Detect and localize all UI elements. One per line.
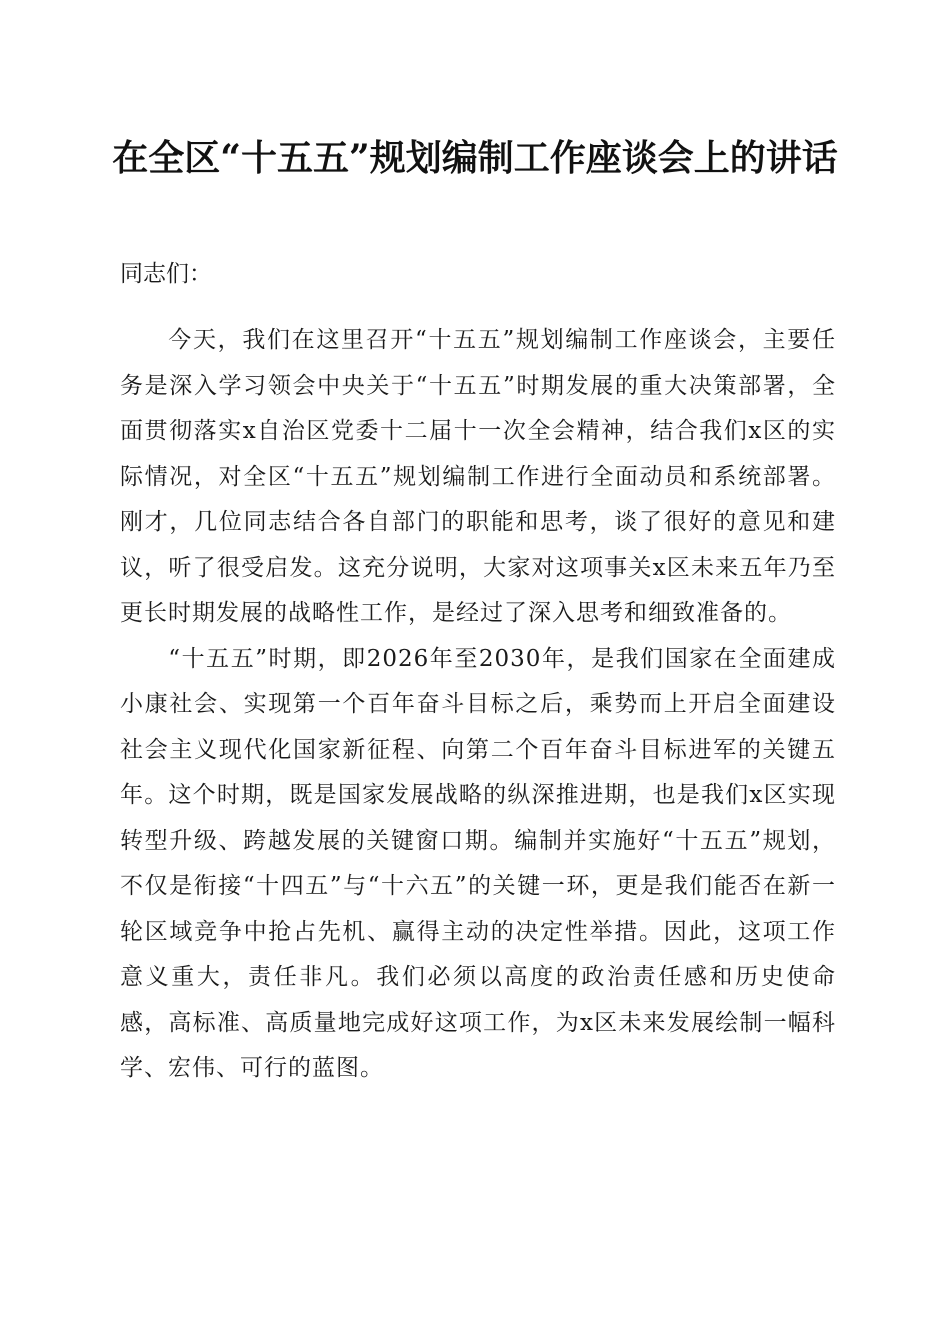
paragraph-2: “十五五”时期，即2026年至2030年，是我们国家在全面建成小康社会、实现第一个百年奋斗目标之后，乘势而上开启全面建设社会主义现代化国家新征程、向第二个百年奋斗目标进军的关键五年。这个时期，既是国家发展战略的纵深推进期，也是我们x区实现转型升级、跨越发展的关键窗口期。编制并实施好“十五五”规划，不仅是衔接“十四五”与“十六五”的关键一环，更是我们能否在新一轮区域竞争中抢占先机、赢得主动的决定性举措。因此，这项工作意义重大，责任非凡。我们必须以高度的政治责任感和历史使命感，高标准、高质量地完成好这项工作，为x区未来发展绘制一幅科学、宏伟、可行的蓝图。 bbox=[120, 645, 836, 1081]
document-body bbox=[120, 318, 836, 1092]
salutation: 同志们： bbox=[120, 261, 212, 287]
document-title: 在全区“十五五”规划编制工作座谈会上的讲话 bbox=[112, 137, 838, 179]
paragraph-1: 今天，我们在这里召开“十五五”规划编制工作座谈会，主要任务是深入学习领会中央关于“十五五”时期发展的重大决策部署，全面贯彻落实x自治区党委十二届十一次全会精神，结合我们x区的实际情况，对全区“十五五”规划编制工作进行全面动员和系统部署。刚才，几位同志结合各自部门的职能和思考，谈了很好的意见和建议，听了很受启发。这充分说明，大家对这项事关x区未来五年乃至更长时期发展的战略性工作，是经过了深入思考和细致准备的。 bbox=[120, 327, 836, 626]
